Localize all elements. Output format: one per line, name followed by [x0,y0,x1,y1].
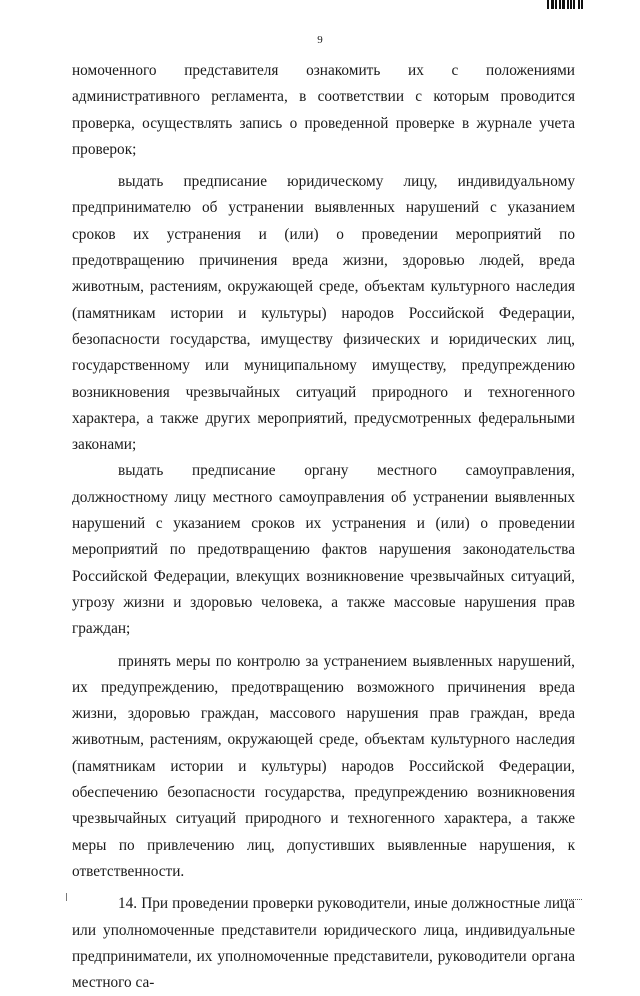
page-number: 9 [317,34,323,46]
paragraph-item-14: 14. При проведении проверки руководители, иные должностные лица или уполномоченные представители юридического лица, индивидуальные предприниматели, их уполномоченные представители, руководители органа местного са- [72,895,575,992]
scan-footer-mark [560,899,582,901]
paragraph-continuation: номоченного представителя ознакомить их с положениями административного регламента, в соответствии с которым проводится проверка, осуществлять запись о проведенной проверке в журнале учета проверок; [72,62,575,158]
paragraph-prescription-local-government: выдать предписание органу местного самоуправления, должностному лицу местного самоуправления об устранении выявленных нарушений с указанием сроков их устранения и (или) о проведении мероприятий по предотвращению фактов нарушения законодательства Российской Федерации, влекущих возникновение чрезвычайных ситуаций, угрозу жизни и здоровью человека, а также массовые нарушения прав граждан; [72,462,575,638]
paragraph-prescription-legal-entity: выдать предписание юридическому лицу, индивидуальному предпринимателю об устранении выявленных нарушений с указанием сроков их устранения и (или) о проведении мероприятий по предотвращению причинения вреда жизни, здоровью людей, вреда животным, растениям, окружающей среде, объектам культурного наследия (памятникам истории и культуры) народов Российской Федерации, безопасности государства, имуществу физических и юридических лиц, государственному или муниципальному имуществу, предупреждению возникновения чрезвычайных ситуаций природного и техногенного характера, а также других мероприятий, предусмотренных федеральными законами; [72,173,575,454]
paragraph-control-measures: принять меры по контролю за устранением выявленных нарушений, их предупреждению, предотвращению возможного причинения вреда жизни, здоровью граждан, массового нарушения прав граждан, вреда животным, растениям, окружающей среде, объектам культурного наследия (памятникам истории и культуры) народов Российской Федерации, обеспечению безопасности государства, предупреждению возникновения чрезвычайных ситуаций природного и техногенного характера, а также меры по привлечению лиц, допустивших выявленные нарушения, к ответственности. [72,652,575,880]
scan-margin-mark [66,893,67,901]
document-body [72,58,575,996]
scan-corner-mark [547,0,583,9]
